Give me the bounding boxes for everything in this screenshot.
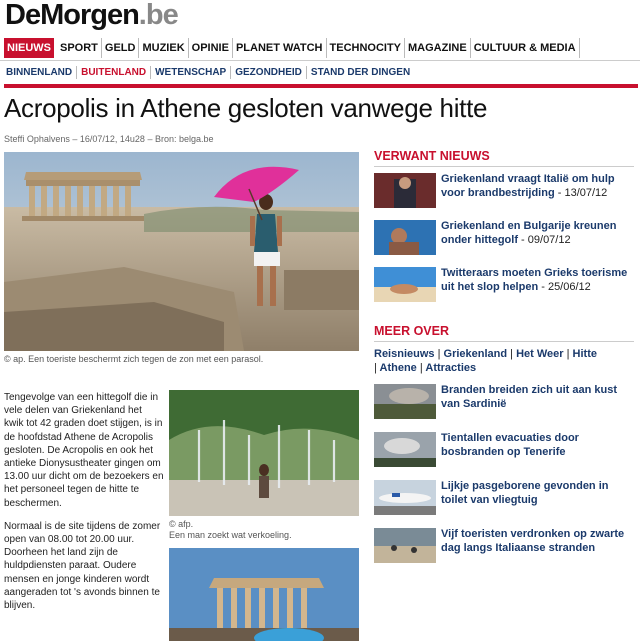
more-item-title[interactable]: Tientallen evacuaties door bosbranden op Tenerife [441, 432, 579, 458]
related-item-text[interactable] [441, 267, 636, 294]
nav-item-muziek[interactable]: MUZIEK [139, 38, 188, 58]
related-divider [374, 166, 634, 167]
article-body [4, 391, 164, 622]
related-item-text[interactable] [441, 220, 636, 247]
tag-link[interactable]: Attracties [425, 361, 477, 374]
subnav-item-wetenschap[interactable]: WETENSCHAP [151, 66, 231, 79]
related-item-date: - 09/07/12 [518, 233, 571, 246]
fountain-caption: Een man zoekt wat verkoeling. [169, 530, 292, 540]
main-nav-bar [0, 36, 640, 61]
nav-item-nieuws[interactable]: NIEUWS [4, 38, 54, 58]
related-item-date: - 25/06/12 [538, 280, 591, 293]
article-byline: Steffi Ophalvens – 16/07/12, 14u28 – Bron: belga.be [4, 134, 214, 144]
more-heading: MEER OVER [374, 324, 450, 338]
more-thumbnail[interactable] [374, 528, 436, 563]
topic-tags: Reisnieuws | Griekenland | Het Weer | Hitte | Athene | Attracties [374, 348, 597, 374]
more-item[interactable] [374, 528, 636, 564]
subnav-item-buitenland[interactable]: BUITENLAND [77, 66, 151, 79]
related-item-date: - 13/07/12 [554, 186, 608, 199]
logo-brand: DeMorgen [5, 0, 139, 31]
more-item[interactable] [374, 384, 636, 420]
nav-item-geld[interactable]: GELD [102, 38, 140, 58]
fountain-credit: © afp. [169, 519, 194, 529]
tag-link[interactable]: Hitte [572, 348, 597, 360]
hero-image[interactable] [4, 152, 359, 351]
related-thumbnail[interactable] [374, 173, 436, 208]
nav-item-magazine[interactable]: MAGAZINE [405, 38, 471, 58]
article-paragraph: Normaal is de site tijdens de zomer open van 08.00 tot 20.00 uur. Doorheen het land zijn de huldpdiensten paraat. Oudere mensen en jonge kinderen wordt aangeraden tot 's avonds binnen te blijven. [4, 520, 161, 612]
related-item-text[interactable] [441, 173, 636, 200]
nav-item-technocity[interactable]: TECHNOCITY [327, 38, 406, 58]
tag-link[interactable]: Het Weer [516, 348, 564, 360]
related-item-title[interactable]: Griekenland en Bulgarije kreunen onder hittegolf [441, 220, 617, 246]
related-thumbnail[interactable] [374, 267, 436, 302]
related-item[interactable] [374, 173, 636, 209]
fountain-image[interactable] [169, 390, 359, 516]
tag-link[interactable]: Athene [379, 361, 417, 374]
article-title: Acropolis in Athene gesloten vanwege hitte [4, 93, 488, 123]
article-paragraph: Tengevolge van een hittegolf die in vele delen van Griekenland het kwik tot 42 graden doet stijgen, is in de hoofdstad Athene de Acropolis gesloten. De Acropolis en ook het antieke Dionysustheater gingen om 13.00 uur dicht om de bezoekers en het personeel tegen de hitte te beschermen. [4, 392, 164, 509]
tag-link[interactable]: Reisnieuws [374, 348, 435, 360]
nav-item-opinie[interactable]: OPINIE [189, 38, 233, 58]
more-thumbnail[interactable] [374, 432, 436, 467]
more-item[interactable] [374, 480, 636, 516]
nav-item-sport[interactable]: SPORT [57, 38, 102, 58]
site-logo[interactable] [5, 0, 178, 30]
related-thumbnail[interactable] [374, 220, 436, 255]
more-thumbnail[interactable] [374, 480, 436, 515]
more-item-title[interactable]: Branden breiden zich uit aan kust van Sardinië [441, 384, 618, 410]
logo-suffix: .be [138, 0, 178, 31]
more-divider [374, 341, 634, 342]
related-heading: VERWANT NIEUWS [374, 149, 490, 163]
hero-caption: © ap. Een toeriste beschermt zich tegen de zon met een parasol. [4, 354, 264, 364]
related-item-title[interactable]: Twitteraars moeten Grieks toerisme uit het slop helpen [441, 267, 628, 293]
parthenon-image[interactable] [169, 548, 359, 641]
section-divider [4, 84, 638, 88]
nav-item-planet-watch[interactable]: PLANET WATCH [233, 38, 327, 58]
more-thumbnail[interactable] [374, 384, 436, 419]
tag-link[interactable]: Griekenland [443, 348, 508, 360]
related-item[interactable] [374, 220, 636, 256]
related-item-title[interactable]: Griekenland vraagt Italië om hulp voor brandbestrijding [441, 173, 615, 199]
subnav-item-stand-der-dingen[interactable]: STAND DER DINGEN [310, 67, 411, 78]
main-nav [4, 38, 580, 58]
more-item[interactable] [374, 432, 636, 468]
nav-item-cultuur-media[interactable]: CULTUUR & MEDIA [471, 38, 580, 58]
sub-nav [4, 66, 414, 79]
more-item-title[interactable]: Lijkje pasgeborene gevonden in toilet van vliegtuig [441, 480, 609, 506]
subnav-item-gezondheid[interactable]: GEZONDHEID [231, 66, 307, 79]
subnav-item-binnenland[interactable]: BINNENLAND [4, 66, 77, 79]
related-item[interactable] [374, 267, 636, 303]
more-item-title[interactable]: Vijf toeristen verdronken op zwarte dag langs Italiaanse stranden [441, 528, 625, 554]
